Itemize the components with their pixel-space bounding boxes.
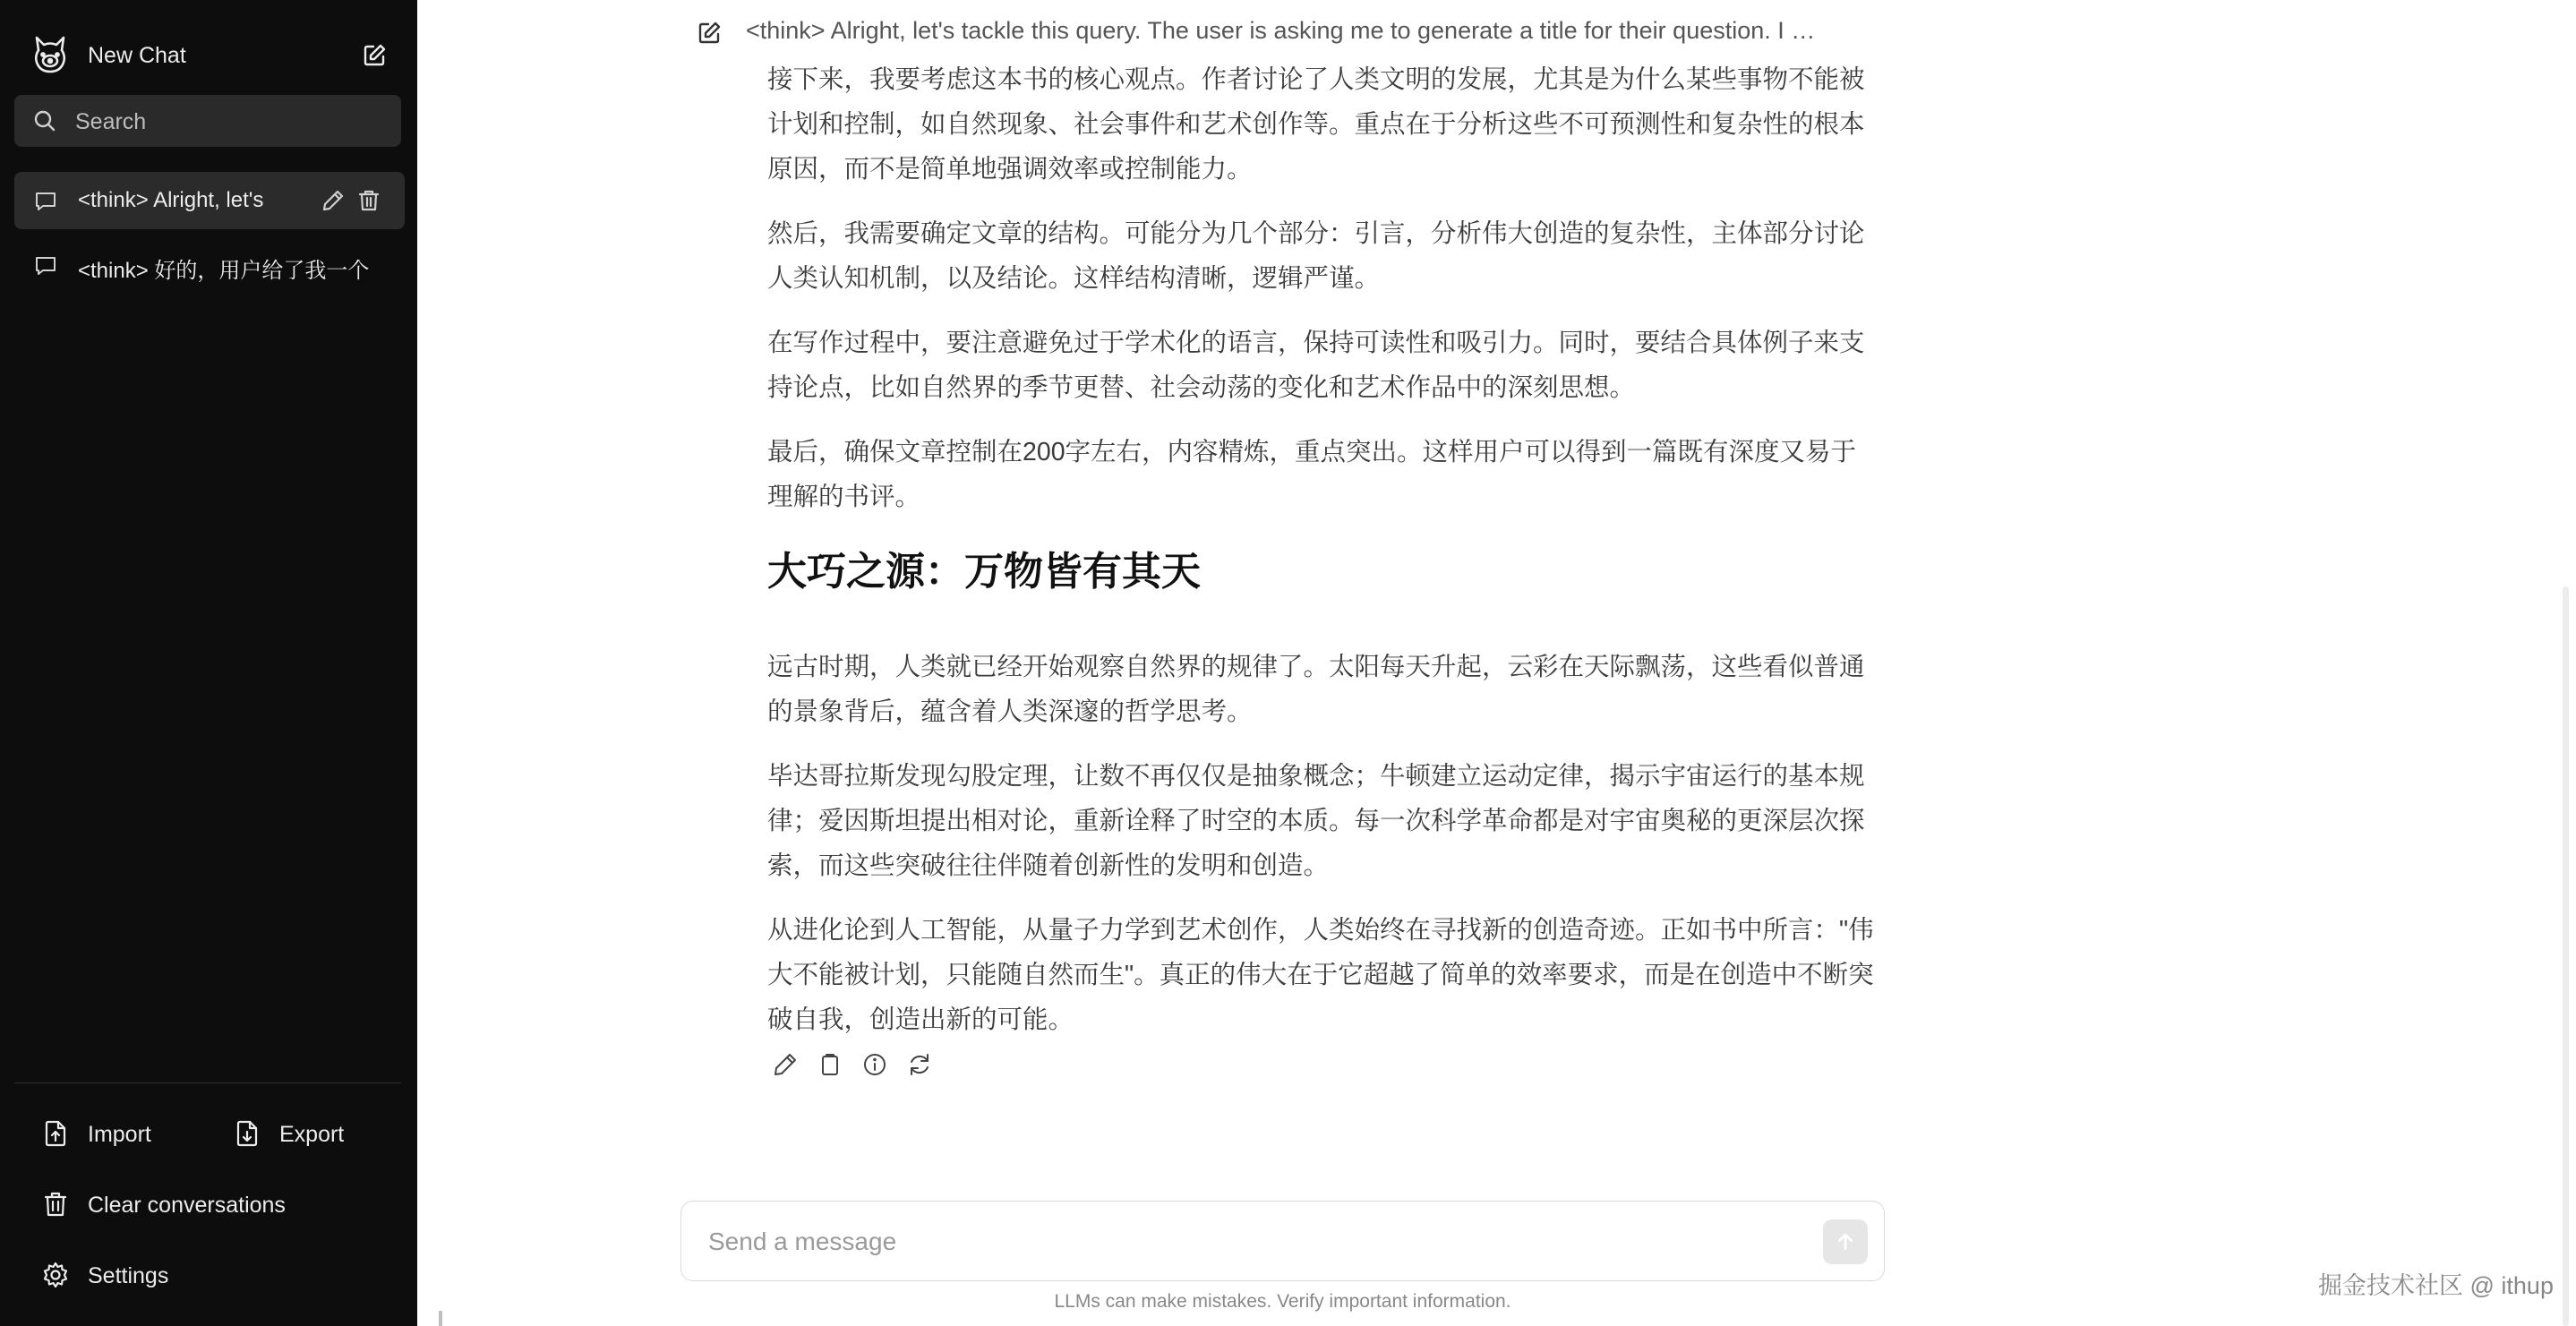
message-paragraph: 然后，我需要确定文章的结构。可能分为几个部分：引言，分析伟大创造的复杂性，主体部分讨论人类认知机制，以及结论。这样结构清晰，逻辑严谨。 xyxy=(767,219,1865,293)
clear-conversations-button[interactable] xyxy=(41,1179,381,1229)
info-icon[interactable] xyxy=(861,1051,888,1078)
assistant-message xyxy=(767,57,1878,1062)
search-placeholder: Search xyxy=(75,109,147,134)
message-paragraph: 从进化论到人工智能，从量子力学到艺术创作，人类始终在寻找新的创造奇迹。正如书中所言："伟大不能被计划，只能随自然而生"。真正的伟大在于它超越了简单的效率要求，而是在创造中不断突破自我，创造出新的可能。 xyxy=(767,916,1874,1034)
new-chat-row[interactable] xyxy=(14,30,403,81)
arrow-up-icon xyxy=(1835,1231,1856,1253)
message-composer xyxy=(680,1201,1885,1281)
message-actions xyxy=(772,1051,942,1082)
chat-bubble-icon xyxy=(34,254,57,278)
conversation-item[interactable] xyxy=(14,236,405,294)
disclaimer-text: LLMs can make mistakes. Verify important information. xyxy=(1054,1291,1511,1312)
delete-trash-icon[interactable] xyxy=(356,188,381,213)
rename-pencil-icon[interactable] xyxy=(321,188,346,213)
chat-bubble-icon xyxy=(34,190,57,213)
file-import-icon xyxy=(41,1119,70,1148)
settings-label: Settings xyxy=(88,1263,169,1288)
message-heading: 大巧之源：万物皆有其天 xyxy=(767,549,1201,595)
message-paragraph: 毕达哥拉斯发现勾股定理，让数不再仅仅是抽象概念；牛顿建立运动定律，揭示宇宙运行的基本规律；爱因斯坦提出相对论，重新诠释了时空的本质。每一次科学革命都是对宇宙奥秘的更深层次探索，而这些突破往往伴随着创新性的发明和创造。 xyxy=(767,762,1865,880)
conversation-title: <think> Alright, let's xyxy=(78,188,264,212)
message-paragraph: 接下来，我要考虑这本书的核心观点。作者讨论了人类文明的发展，尤其是为什么某些事物不能被计划和控制，如自然现象、社会事件和艺术创作等。重点在于分析这些不可预测性和复杂性的根本原因，而不是简单地强调效率或控制能力。 xyxy=(767,65,1865,184)
sidebar xyxy=(0,0,417,1326)
export-button[interactable] xyxy=(233,1108,394,1159)
watermark: 掘金技术社区 @ ithup xyxy=(2318,1272,2554,1299)
message-paragraph: 远古时期，人类就已经开始观察自然界的规律了。太阳每天升起，云彩在天际飘荡，这些看似普通的景象背后，蕴含着人类深邃的哲学思考。 xyxy=(767,653,1865,726)
search-field[interactable] xyxy=(14,95,401,147)
message-input[interactable] xyxy=(706,1223,1767,1261)
edit-title-icon[interactable] xyxy=(696,20,723,47)
new-chat-edit-icon[interactable] xyxy=(362,43,387,68)
message-paragraph: 最后，确保文章控制在200字左右，内容精炼，重点突出。这样用户可以得到一篇既有深度又易于理解的书评。 xyxy=(767,438,1857,511)
chat-scrollbar[interactable] xyxy=(2563,586,2569,1326)
new-chat-label: New Chat xyxy=(88,43,186,68)
settings-button[interactable] xyxy=(41,1250,310,1300)
copy-clipboard-icon[interactable] xyxy=(817,1051,843,1078)
export-label: Export xyxy=(279,1122,345,1147)
sidebar-scroll-handle[interactable] xyxy=(439,1311,442,1326)
clear-conversations-label: Clear conversations xyxy=(88,1193,286,1218)
import-label: Import xyxy=(88,1122,151,1147)
send-button[interactable] xyxy=(1823,1219,1868,1264)
regenerate-icon[interactable] xyxy=(906,1051,933,1078)
file-export-icon xyxy=(233,1119,261,1148)
search-icon xyxy=(32,108,57,133)
sidebar-divider xyxy=(14,1082,401,1083)
import-button[interactable] xyxy=(41,1108,220,1159)
gear-icon xyxy=(41,1261,70,1289)
trash-icon xyxy=(41,1190,70,1219)
llama-logo-icon xyxy=(30,34,70,75)
edit-pencil-icon[interactable] xyxy=(772,1051,799,1078)
conversation-item-active[interactable] xyxy=(14,172,405,229)
message-paragraph: 在写作过程中，要注意避免过于学术化的语言，保持可读性和吸引力。同时，要结合具体例子来支持论点，比如自然界的季节更替、社会动荡的变化和艺术作品中的深刻思想。 xyxy=(767,329,1865,402)
conversation-title: <think> 好的，用户给了我一个 xyxy=(78,259,370,283)
chat-title: <think> Alright, let's tackle this query. The user is asking me to generate a title for their question. I … xyxy=(746,17,1816,44)
